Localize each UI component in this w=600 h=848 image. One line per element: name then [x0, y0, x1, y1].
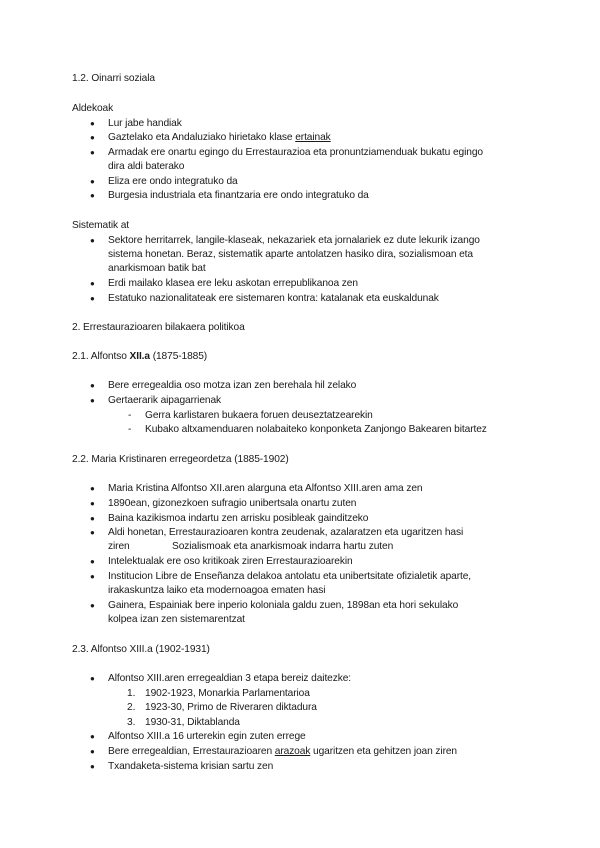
subheading: Sistematik at — [72, 220, 130, 231]
numbered-item: 1902-1923, Monarkia Parlamentarioa — [145, 688, 310, 699]
list-item: Bere erregealdian, Errestaurazioaren arazoak ugaritzen eta gehitzen joan ziren — [108, 746, 457, 757]
list-number: 3. — [127, 717, 136, 728]
list-item: 1890ean, gizonezkoen sufragio unibertsala onartu zuten — [108, 498, 357, 509]
list-item: Alfontso XIII.a 16 urterekin egin zuten errege — [108, 731, 306, 742]
list-item: Erdi mailako klasea ere leku askotan errepublikanoa zen — [108, 278, 358, 289]
section-heading: 2.3. Alfontso XIII.a (1902-1931) — [72, 644, 210, 655]
bullet-icon: ● — [90, 148, 95, 157]
list-item: Burgesia industriala eta finantzaria ere ondo integratuko da — [108, 190, 369, 201]
numbered-item: 1923-30, Primo de Riveraren diktadura — [145, 702, 317, 713]
bullet-icon: ● — [90, 762, 95, 771]
sub-list-item: Kubako altxamenduaren nolabaiteko konponketa Zanjongo Bakearen bitartez — [145, 424, 487, 435]
dash-icon: - — [128, 410, 132, 421]
list-item-continuation: ziren — [108, 541, 130, 552]
list-item: Estatuko nazionalitateak ere sistemaren kontra: katalanak eta euskaldunak — [108, 293, 439, 304]
list-item-continuation: Sozialismoak eta anarkismoak indarra hartu zuten — [172, 541, 394, 552]
bullet-icon: ● — [90, 528, 95, 537]
list-item-continuation: kolpea izan zen sistemarentzat — [108, 614, 245, 625]
bullet-icon: ● — [90, 119, 95, 128]
list-item: Aldi honetan, Errestaurazioaren kontra zeudenak, azalaratzen eta ugaritzen hasi — [108, 527, 464, 538]
underlined-word: ertainak — [295, 132, 331, 143]
list-item-continuation: sistema honetan. Beraz, sistematik aparte antolatzen hasiko dira, sozialismoan eta — [108, 249, 473, 260]
underlined-word: arazoak — [274, 746, 311, 757]
bullet-icon: ● — [90, 381, 95, 390]
list-item-continuation: dira aldi baterako — [108, 161, 185, 172]
subheading: Aldekoak — [72, 103, 114, 114]
list-item: Bere erregealdia oso motza izan zen berehala hil zelako — [108, 380, 357, 391]
list-item: Alfontso XIII.aren erregealdian 3 etapa bereiz daitezke: — [108, 673, 352, 684]
list-item: Institucion Libre de Enseñanza delakoa antolatu eta unibertsitate ofizialetik aparte, — [108, 571, 472, 582]
list-item-continuation: irakaskuntza laiko eta modernoagoa ematen hasi — [108, 585, 326, 596]
bullet-icon: ● — [90, 191, 95, 200]
bullet-icon: ● — [90, 133, 95, 142]
bullet-icon: ● — [90, 557, 95, 566]
list-number: 1. — [127, 688, 136, 699]
bullet-icon: ● — [90, 484, 95, 493]
bullet-icon: ● — [90, 499, 95, 508]
section-heading: 1.2. Oinarri soziala — [72, 73, 155, 84]
list-item-continuation: anarkismoan batik bat — [108, 263, 206, 274]
bullet-icon: ● — [90, 396, 95, 405]
numbered-item: 1930-31, Diktablanda — [145, 717, 240, 728]
list-item: Txandaketa-sistema krisian sartu zen — [108, 761, 274, 772]
list-item: Intelektualak ere oso kritikoak ziren Errestaurazioarekin — [108, 556, 353, 567]
list-item: Lur jabe handiak — [108, 118, 182, 129]
dash-icon: - — [128, 424, 132, 435]
list-item: Eliza ere ondo integratuko da — [108, 176, 238, 187]
bullet-icon: ● — [90, 514, 95, 523]
list-item: Maria Kristina Alfontso XII.aren alarguna eta Alfontso XIII.aren ama zen — [108, 483, 423, 494]
list-item: Gainera, Espainiak bere inperio koloniala galdu zuen, 1898an eta hori sekulako — [108, 600, 459, 611]
section-heading: 2. Errestaurazioaren bilakaera politikoa — [72, 322, 245, 333]
bullet-icon: ● — [90, 747, 95, 756]
sub-list-item: Gerra karlistaren bukaera foruen deuseztatzearekin — [145, 410, 373, 421]
list-item: Armadak ere onartu egingo du Errestaurazioa eta pronuntziamenduak bukatu egingo — [108, 147, 483, 158]
list-item: Baina kazikismoa indartu zen arrisku posibleak gainditzeko — [108, 513, 369, 524]
section-heading: 2.1. Alfontso XII.a (1875-1885) — [72, 351, 208, 362]
list-item: Sektore herritarrek, langile-klaseak, nekazariek eta jornalariek ez dute lekurik izango — [108, 235, 480, 246]
bullet-icon: ● — [90, 732, 95, 741]
bullet-icon: ● — [90, 177, 95, 186]
list-item: Gertaerarik aipagarrienak — [108, 395, 222, 406]
bullet-icon: ● — [90, 601, 95, 610]
list-item: Gaztelako eta Andaluziako hirietako klase ertainak — [108, 132, 331, 143]
section-heading: 2.2. Maria Kristinaren erregeordetza (1885-1902) — [72, 454, 289, 465]
bullet-icon: ● — [90, 236, 95, 245]
bullet-icon: ● — [90, 572, 95, 581]
bullet-icon: ● — [90, 279, 95, 288]
bullet-icon: ● — [90, 674, 95, 683]
bullet-icon: ● — [90, 294, 95, 303]
list-number: 2. — [127, 702, 136, 713]
